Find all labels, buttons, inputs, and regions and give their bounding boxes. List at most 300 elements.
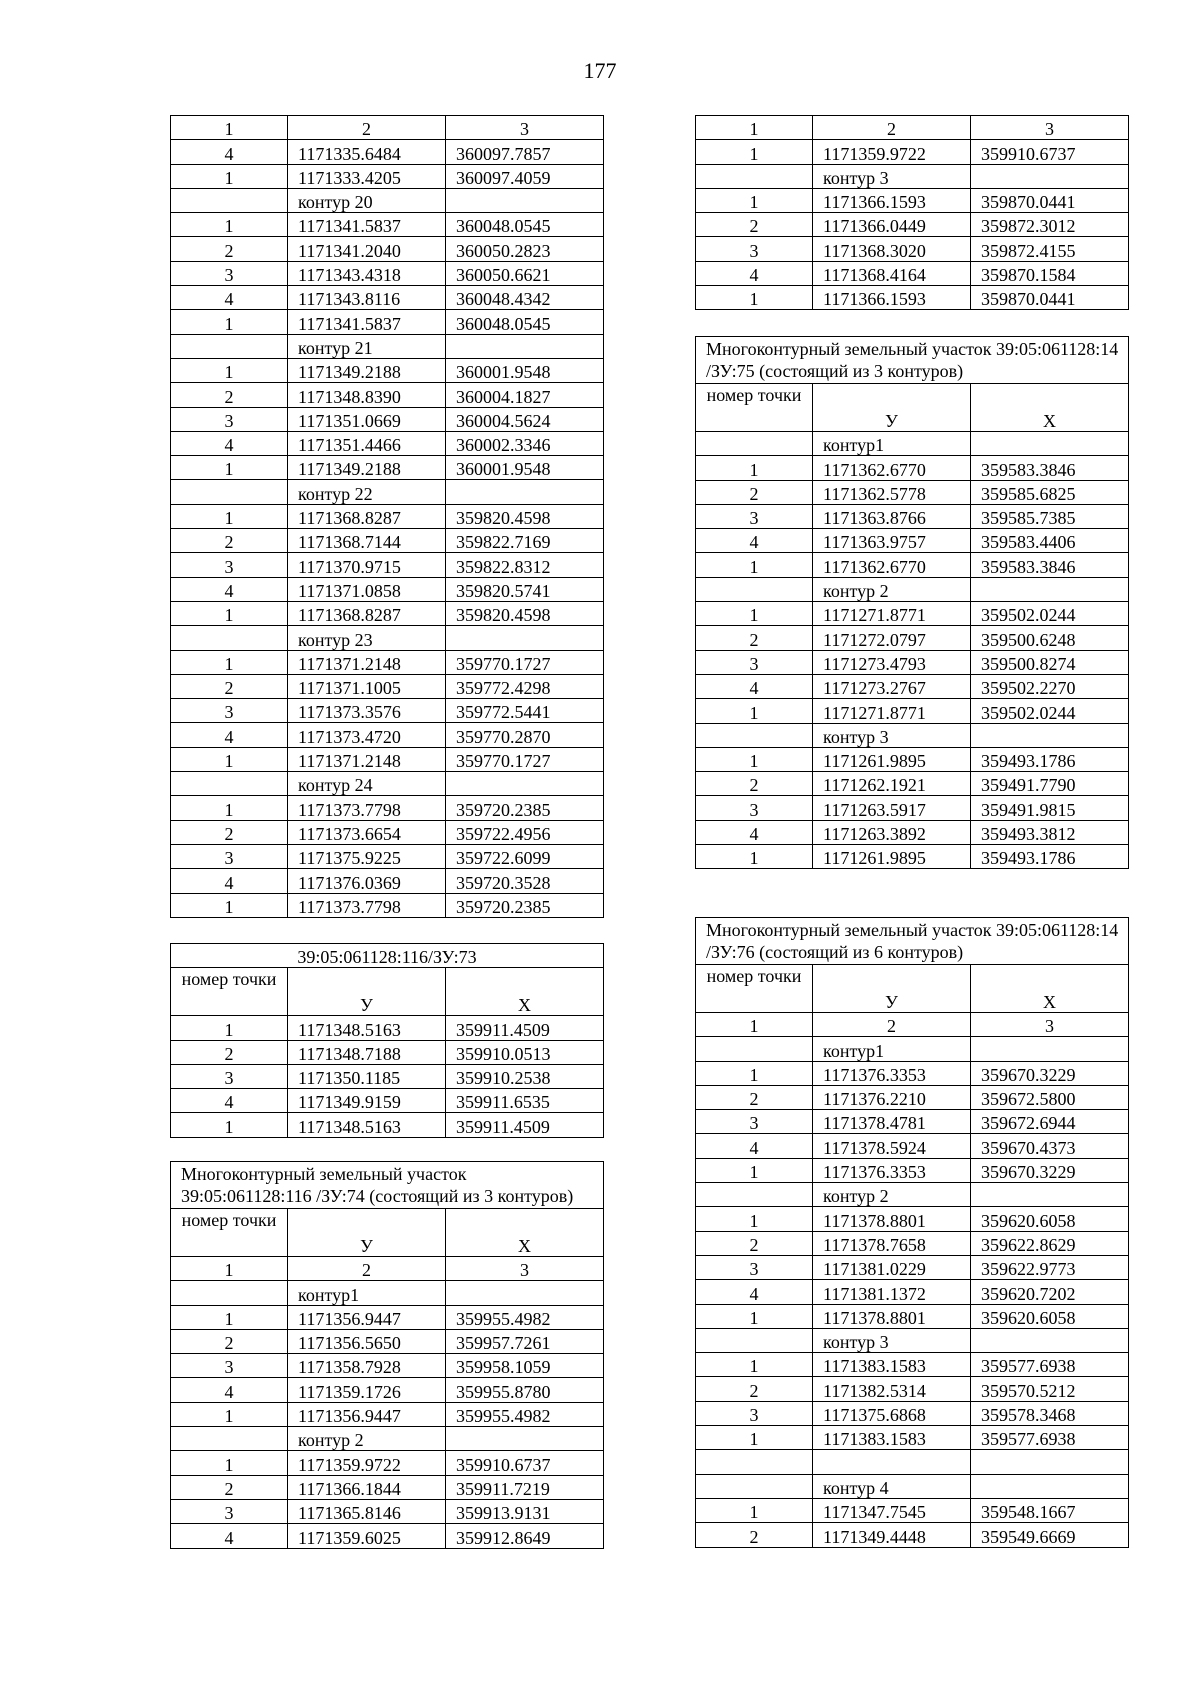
x-coordinate-cell: 359500.8274 bbox=[971, 650, 1129, 674]
column-number-row bbox=[171, 116, 604, 140]
column-number-cell: 2 bbox=[288, 116, 446, 140]
y-coordinate-cell: 1171376.3353 bbox=[813, 1061, 971, 1085]
x-coordinate-cell: 359770.1727 bbox=[446, 650, 604, 674]
x-coordinate-cell bbox=[971, 164, 1129, 188]
coordinates-table-right-top bbox=[695, 115, 1129, 310]
y-coordinate-cell: 1171373.7798 bbox=[288, 796, 446, 820]
table-row bbox=[696, 553, 1129, 577]
point-number-cell bbox=[171, 1281, 288, 1305]
point-number-cell: 4 bbox=[696, 529, 813, 553]
table-row bbox=[696, 1085, 1129, 1109]
y-coordinate-cell: контур 4 bbox=[813, 1474, 971, 1498]
x-coordinate-cell: 359955.8780 bbox=[446, 1378, 604, 1402]
table-row bbox=[696, 845, 1129, 869]
table-row bbox=[696, 432, 1129, 456]
x-coordinate-cell bbox=[446, 188, 604, 212]
x-coordinate-cell: 359493.1786 bbox=[971, 747, 1129, 771]
x-coordinate-cell: 360048.0545 bbox=[446, 213, 604, 237]
column-number-cell: 3 bbox=[446, 1257, 604, 1281]
table-body bbox=[696, 337, 1129, 869]
point-number-cell: 1 bbox=[696, 456, 813, 480]
point-number-label: номер точки bbox=[171, 1209, 288, 1257]
x-coordinate-cell bbox=[971, 432, 1129, 456]
y-coordinate-cell: 1171368.7144 bbox=[288, 529, 446, 553]
y-coordinate-cell: 1171378.4781 bbox=[813, 1110, 971, 1134]
y-label: У bbox=[288, 968, 446, 1016]
x-coordinate-cell: 360048.4342 bbox=[446, 286, 604, 310]
x-coordinate-cell: 359583.3846 bbox=[971, 456, 1129, 480]
table-row bbox=[696, 164, 1129, 188]
y-coordinate-cell: 1171365.8146 bbox=[288, 1499, 446, 1523]
y-coordinate-cell: 1171362.6770 bbox=[813, 456, 971, 480]
table-row bbox=[171, 820, 604, 844]
y-coordinate-cell: 1171261.9895 bbox=[813, 845, 971, 869]
x-coordinate-cell: 360097.7857 bbox=[446, 140, 604, 164]
x-coordinate-cell: 359585.7385 bbox=[971, 504, 1129, 528]
x-coordinate-cell bbox=[971, 577, 1129, 601]
table-row bbox=[171, 723, 604, 747]
x-coordinate-cell bbox=[446, 772, 604, 796]
table-row bbox=[171, 869, 604, 893]
x-coordinate-cell: 359955.4982 bbox=[446, 1402, 604, 1426]
y-coordinate-cell: 1171371.2148 bbox=[288, 650, 446, 674]
table-row bbox=[171, 626, 604, 650]
point-number-cell: 4 bbox=[696, 674, 813, 698]
table-body bbox=[171, 1162, 604, 1549]
point-number-cell: 2 bbox=[696, 480, 813, 504]
table-row bbox=[171, 1305, 604, 1329]
x-coordinate-cell: 359620.7202 bbox=[971, 1280, 1129, 1304]
x-coordinate-cell: 359720.2385 bbox=[446, 893, 604, 917]
table-row bbox=[171, 480, 604, 504]
y-coordinate-cell: контур1 bbox=[288, 1281, 446, 1305]
table-row bbox=[171, 213, 604, 237]
x-coordinate-cell: 359822.8312 bbox=[446, 553, 604, 577]
table-row bbox=[696, 723, 1129, 747]
table-row bbox=[171, 674, 604, 698]
x-coordinate-cell: 359502.2270 bbox=[971, 674, 1129, 698]
y-coordinate-cell: 1171368.8287 bbox=[288, 504, 446, 528]
x-coordinate-cell bbox=[446, 1427, 604, 1451]
table-row bbox=[171, 1402, 604, 1426]
y-coordinate-cell: 1171370.9715 bbox=[288, 553, 446, 577]
y-coordinate-cell bbox=[813, 1450, 971, 1474]
x-coordinate-cell: 359578.3468 bbox=[971, 1401, 1129, 1425]
x-coordinate-cell bbox=[971, 1450, 1129, 1474]
y-coordinate-cell: 1171349.2188 bbox=[288, 456, 446, 480]
y-coordinate-cell: 1171363.9757 bbox=[813, 529, 971, 553]
x-label: Х bbox=[446, 968, 604, 1016]
table-row bbox=[696, 140, 1129, 164]
page-number: 177 bbox=[583, 58, 617, 83]
y-coordinate-cell: 1171271.8771 bbox=[813, 699, 971, 723]
x-coordinate-cell: 360001.9548 bbox=[446, 456, 604, 480]
y-coordinate-cell: контур 23 bbox=[288, 626, 446, 650]
x-coordinate-cell: 359549.6669 bbox=[971, 1523, 1129, 1547]
table-row bbox=[171, 1524, 604, 1548]
point-number-cell: 3 bbox=[171, 407, 288, 431]
point-number-cell bbox=[696, 1183, 813, 1207]
y-coordinate-cell: 1171348.8390 bbox=[288, 383, 446, 407]
point-number-cell: 1 bbox=[696, 1353, 813, 1377]
y-coordinate-cell: 1171341.5837 bbox=[288, 213, 446, 237]
table-row bbox=[171, 431, 604, 455]
point-number-cell: 3 bbox=[171, 699, 288, 723]
x-coordinate-cell: 359491.7790 bbox=[971, 772, 1129, 796]
x-coordinate-cell bbox=[446, 1281, 604, 1305]
point-number-cell: 1 bbox=[171, 1402, 288, 1426]
table-row bbox=[696, 480, 1129, 504]
y-coordinate-cell: 1171335.6484 bbox=[288, 140, 446, 164]
caption-row bbox=[171, 1162, 604, 1209]
y-coordinate-cell: 1171263.5917 bbox=[813, 796, 971, 820]
point-number-cell: 1 bbox=[696, 602, 813, 626]
table-title: 39:05:061128:116/ЗУ:73 bbox=[171, 944, 604, 968]
point-number-cell: 1 bbox=[696, 140, 813, 164]
point-number-cell: 3 bbox=[696, 1110, 813, 1134]
table-body bbox=[171, 116, 604, 918]
point-number-cell: 1 bbox=[171, 164, 288, 188]
y-coordinate-cell: контур 2 bbox=[813, 577, 971, 601]
y-coordinate-cell: 1171359.1726 bbox=[288, 1378, 446, 1402]
y-coordinate-cell: 1171349.9159 bbox=[288, 1089, 446, 1113]
column-number-cell: 3 bbox=[446, 116, 604, 140]
x-coordinate-cell: 359583.4406 bbox=[971, 529, 1129, 553]
table-row bbox=[696, 286, 1129, 310]
point-number-cell: 1 bbox=[171, 310, 288, 334]
y-coordinate-cell: 1171375.9225 bbox=[288, 844, 446, 868]
y-coordinate-cell: контур 22 bbox=[288, 480, 446, 504]
x-coordinate-cell: 359493.1786 bbox=[971, 845, 1129, 869]
x-coordinate-cell: 359910.0513 bbox=[446, 1040, 604, 1064]
y-coordinate-cell: 1171362.5778 bbox=[813, 480, 971, 504]
y-coordinate-cell: контур 3 bbox=[813, 164, 971, 188]
point-number-cell bbox=[696, 432, 813, 456]
table-row bbox=[696, 456, 1129, 480]
table-row bbox=[171, 456, 604, 480]
column-number-cell: 2 bbox=[813, 116, 971, 140]
x-coordinate-cell bbox=[971, 1037, 1129, 1061]
y-coordinate-cell: 1171371.1005 bbox=[288, 674, 446, 698]
point-number-cell: 1 bbox=[696, 1207, 813, 1231]
x-coordinate-cell bbox=[971, 723, 1129, 747]
x-coordinate-cell: 359577.6938 bbox=[971, 1426, 1129, 1450]
table-row bbox=[696, 1134, 1129, 1158]
x-coordinate-cell: 359910.2538 bbox=[446, 1064, 604, 1088]
table-row bbox=[696, 699, 1129, 723]
y-coordinate-cell: 1171373.3576 bbox=[288, 699, 446, 723]
point-number-cell bbox=[696, 1037, 813, 1061]
column-number-cell: 1 bbox=[171, 116, 288, 140]
point-number-cell: 3 bbox=[171, 844, 288, 868]
x-coordinate-cell bbox=[971, 1183, 1129, 1207]
x-coordinate-cell: 359913.9131 bbox=[446, 1499, 604, 1523]
table-body bbox=[696, 918, 1129, 1548]
point-number-cell: 3 bbox=[696, 237, 813, 261]
point-number-cell: 3 bbox=[696, 1401, 813, 1425]
point-number-cell: 1 bbox=[171, 1451, 288, 1475]
point-number-cell: 1 bbox=[696, 553, 813, 577]
x-coordinate-cell: 359672.5800 bbox=[971, 1085, 1129, 1109]
y-coordinate-cell: 1171358.7928 bbox=[288, 1354, 446, 1378]
coordinates-table-left-top bbox=[170, 115, 604, 918]
x-coordinate-cell: 359500.6248 bbox=[971, 626, 1129, 650]
point-number-cell: 4 bbox=[171, 577, 288, 601]
coordinates-table-zu76 bbox=[695, 917, 1129, 1548]
x-coordinate-cell: 359912.8649 bbox=[446, 1524, 604, 1548]
table-row bbox=[696, 1255, 1129, 1279]
x-coordinate-cell: 359911.4509 bbox=[446, 1113, 604, 1137]
x-label: Х bbox=[971, 384, 1129, 432]
point-number-cell: 1 bbox=[171, 601, 288, 625]
table-row bbox=[696, 188, 1129, 212]
y-coordinate-cell: 1171356.9447 bbox=[288, 1402, 446, 1426]
table-row bbox=[696, 796, 1129, 820]
point-number-cell: 4 bbox=[171, 723, 288, 747]
y-coordinate-cell: контур 3 bbox=[813, 1328, 971, 1352]
x-coordinate-cell: 359910.6737 bbox=[446, 1451, 604, 1475]
y-coordinate-cell: 1171378.8801 bbox=[813, 1304, 971, 1328]
y-coordinate-cell: 1171376.2210 bbox=[813, 1085, 971, 1109]
x-coordinate-cell: 360002.3346 bbox=[446, 431, 604, 455]
table-row bbox=[696, 820, 1129, 844]
x-coordinate-cell: 360004.5624 bbox=[446, 407, 604, 431]
table-row bbox=[171, 407, 604, 431]
table-row bbox=[696, 1377, 1129, 1401]
point-number-cell: 1 bbox=[696, 1158, 813, 1182]
point-number-cell bbox=[171, 1427, 288, 1451]
point-number-cell: 1 bbox=[696, 747, 813, 771]
table-row bbox=[171, 1499, 604, 1523]
table-row bbox=[171, 529, 604, 553]
point-number-cell bbox=[171, 334, 288, 358]
table-row bbox=[171, 699, 604, 723]
table-row bbox=[171, 188, 604, 212]
point-number-cell: 2 bbox=[696, 213, 813, 237]
y-label: У bbox=[813, 965, 971, 1013]
table-body bbox=[171, 944, 604, 1138]
point-number-cell: 3 bbox=[696, 1255, 813, 1279]
y-coordinate-cell: 1171343.4318 bbox=[288, 261, 446, 285]
point-number-cell: 2 bbox=[171, 674, 288, 698]
table-row bbox=[171, 1281, 604, 1305]
y-coordinate-cell: контур 24 bbox=[288, 772, 446, 796]
y-coordinate-cell: 1171382.5314 bbox=[813, 1377, 971, 1401]
point-number-cell bbox=[171, 480, 288, 504]
table-row bbox=[171, 261, 604, 285]
point-number-cell: 2 bbox=[171, 383, 288, 407]
coordinates-table-zu73 bbox=[170, 943, 604, 1138]
x-coordinate-cell: 359820.4598 bbox=[446, 504, 604, 528]
x-coordinate-cell: 360004.1827 bbox=[446, 383, 604, 407]
y-coordinate-cell: 1171376.0369 bbox=[288, 869, 446, 893]
point-number-cell: 1 bbox=[171, 456, 288, 480]
point-number-cell: 2 bbox=[696, 1085, 813, 1109]
table-row bbox=[696, 1498, 1129, 1522]
y-coordinate-cell: 1171378.8801 bbox=[813, 1207, 971, 1231]
y-coordinate-cell: 1171375.6868 bbox=[813, 1401, 971, 1425]
x-coordinate-cell: 359622.8629 bbox=[971, 1231, 1129, 1255]
y-coordinate-cell: 1171359.9722 bbox=[288, 1451, 446, 1475]
y-coordinate-cell: 1171376.3353 bbox=[813, 1158, 971, 1182]
y-coordinate-cell: контур 2 bbox=[813, 1183, 971, 1207]
table-row bbox=[171, 1064, 604, 1088]
y-coordinate-cell: 1171351.0669 bbox=[288, 407, 446, 431]
x-coordinate-cell bbox=[971, 1328, 1129, 1352]
x-coordinate-cell: 359502.0244 bbox=[971, 602, 1129, 626]
point-number-cell: 1 bbox=[696, 845, 813, 869]
point-number-cell: 4 bbox=[171, 140, 288, 164]
table-row bbox=[171, 1329, 604, 1353]
caption-row bbox=[696, 918, 1129, 965]
y-coordinate-cell: 1171347.7545 bbox=[813, 1498, 971, 1522]
y-coordinate-cell: 1171378.7658 bbox=[813, 1231, 971, 1255]
table-row bbox=[171, 601, 604, 625]
table-row bbox=[171, 286, 604, 310]
table-row bbox=[171, 140, 604, 164]
table-row bbox=[171, 844, 604, 868]
y-coordinate-cell: контур 20 bbox=[288, 188, 446, 212]
table-row bbox=[696, 1426, 1129, 1450]
y-coordinate-cell: 1171343.8116 bbox=[288, 286, 446, 310]
table-row bbox=[696, 1450, 1129, 1474]
column-number-cell: 2 bbox=[288, 1257, 446, 1281]
column-number-row bbox=[696, 116, 1129, 140]
y-coordinate-cell: 1171359.9722 bbox=[813, 140, 971, 164]
column-number-cell: 1 bbox=[696, 1013, 813, 1037]
table-row bbox=[696, 1183, 1129, 1207]
x-coordinate-cell: 359955.4982 bbox=[446, 1305, 604, 1329]
x-coordinate-cell: 359911.7219 bbox=[446, 1475, 604, 1499]
table-row bbox=[696, 1523, 1129, 1547]
point-number-label: номер точки bbox=[171, 968, 288, 1016]
x-coordinate-cell: 359620.6058 bbox=[971, 1207, 1129, 1231]
y-coordinate-cell: 1171366.0449 bbox=[813, 213, 971, 237]
table-row bbox=[696, 1474, 1129, 1498]
x-coordinate-cell: 360050.2823 bbox=[446, 237, 604, 261]
y-coordinate-cell: 1171348.5163 bbox=[288, 1113, 446, 1137]
point-number-cell: 1 bbox=[696, 286, 813, 310]
y-coordinate-cell: 1171261.9895 bbox=[813, 747, 971, 771]
point-number-cell bbox=[171, 626, 288, 650]
table-row bbox=[696, 772, 1129, 796]
point-number-cell bbox=[696, 1450, 813, 1474]
y-coordinate-cell: 1171349.2188 bbox=[288, 358, 446, 382]
column-label-row bbox=[696, 965, 1129, 1013]
point-number-cell bbox=[696, 164, 813, 188]
x-coordinate-cell: 359720.2385 bbox=[446, 796, 604, 820]
table-row bbox=[696, 1304, 1129, 1328]
table-row bbox=[171, 1016, 604, 1040]
table-row bbox=[696, 1158, 1129, 1182]
y-coordinate-cell: 1171341.5837 bbox=[288, 310, 446, 334]
x-coordinate-cell: 359577.6938 bbox=[971, 1353, 1129, 1377]
table-caption: Многоконтурный земельный участок 39:05:061128:14 /ЗУ:76 (состоящий из 6 контуров) bbox=[696, 918, 1129, 965]
x-coordinate-cell: 359585.6825 bbox=[971, 480, 1129, 504]
point-number-cell: 4 bbox=[171, 286, 288, 310]
point-number-cell: 2 bbox=[696, 772, 813, 796]
column-number-cell: 3 bbox=[971, 116, 1129, 140]
x-coordinate-cell: 359872.3012 bbox=[971, 213, 1129, 237]
x-label: Х bbox=[446, 1209, 604, 1257]
x-coordinate-cell: 359870.1584 bbox=[971, 261, 1129, 285]
point-number-cell: 1 bbox=[696, 1498, 813, 1522]
point-number-label: номер точки bbox=[696, 965, 813, 1013]
y-coordinate-cell: 1171341.2040 bbox=[288, 237, 446, 261]
y-coordinate-cell: 1171381.0229 bbox=[813, 1255, 971, 1279]
x-coordinate-cell: 360048.0545 bbox=[446, 310, 604, 334]
y-coordinate-cell: контур1 bbox=[813, 1037, 971, 1061]
coordinates-table-zu75 bbox=[695, 336, 1129, 869]
x-coordinate-cell: 359820.4598 bbox=[446, 601, 604, 625]
x-coordinate-cell: 359770.1727 bbox=[446, 747, 604, 771]
column-label-row bbox=[696, 384, 1129, 432]
table-row bbox=[171, 358, 604, 382]
y-coordinate-cell: 1171272.0797 bbox=[813, 626, 971, 650]
table-row bbox=[171, 650, 604, 674]
y-coordinate-cell: 1171356.5650 bbox=[288, 1329, 446, 1353]
y-coordinate-cell: 1171368.3020 bbox=[813, 237, 971, 261]
table-row bbox=[696, 674, 1129, 698]
point-number-cell: 3 bbox=[696, 650, 813, 674]
point-number-cell: 3 bbox=[171, 1499, 288, 1523]
point-number-cell: 4 bbox=[171, 431, 288, 455]
table-row bbox=[696, 602, 1129, 626]
x-coordinate-cell: 359820.5741 bbox=[446, 577, 604, 601]
table-row bbox=[696, 213, 1129, 237]
table-row bbox=[171, 772, 604, 796]
y-coordinate-cell: 1171348.5163 bbox=[288, 1016, 446, 1040]
y-coordinate-cell: 1171381.1372 bbox=[813, 1280, 971, 1304]
table-row bbox=[696, 261, 1129, 285]
table-row bbox=[696, 626, 1129, 650]
x-coordinate-cell: 359910.6737 bbox=[971, 140, 1129, 164]
table-row bbox=[171, 1089, 604, 1113]
y-coordinate-cell: 1171366.1593 bbox=[813, 286, 971, 310]
x-coordinate-cell: 359822.7169 bbox=[446, 529, 604, 553]
table-caption: Многоконтурный земельный участок 39:05:061128:14 /ЗУ:75 (состоящий из 3 контуров) bbox=[696, 337, 1129, 384]
y-coordinate-cell: 1171333.4205 bbox=[288, 164, 446, 188]
point-number-cell: 4 bbox=[171, 1524, 288, 1548]
x-coordinate-cell: 359622.9773 bbox=[971, 1255, 1129, 1279]
x-coordinate-cell: 359583.3846 bbox=[971, 553, 1129, 577]
table-row bbox=[696, 1207, 1129, 1231]
y-coordinate-cell: 1171356.9447 bbox=[288, 1305, 446, 1329]
x-coordinate-cell: 359772.5441 bbox=[446, 699, 604, 723]
x-coordinate-cell: 359722.6099 bbox=[446, 844, 604, 868]
table-row bbox=[171, 164, 604, 188]
point-number-cell: 2 bbox=[171, 1475, 288, 1499]
y-label: У bbox=[813, 384, 971, 432]
y-coordinate-cell: контур 2 bbox=[288, 1427, 446, 1451]
y-label: У bbox=[288, 1209, 446, 1257]
x-coordinate-cell: 359720.3528 bbox=[446, 869, 604, 893]
point-number-cell: 1 bbox=[696, 1061, 813, 1085]
x-coordinate-cell: 359770.2870 bbox=[446, 723, 604, 747]
y-coordinate-cell: 1171362.6770 bbox=[813, 553, 971, 577]
table-row bbox=[696, 747, 1129, 771]
table-caption: Многоконтурный земельный участок 39:05:061128:116 /ЗУ:74 (состоящий из 3 контуров) bbox=[171, 1162, 604, 1209]
y-coordinate-cell: 1171351.4466 bbox=[288, 431, 446, 455]
table-row bbox=[171, 1427, 604, 1451]
point-number-cell: 4 bbox=[696, 1134, 813, 1158]
point-number-cell: 1 bbox=[171, 747, 288, 771]
y-coordinate-cell: 1171373.4720 bbox=[288, 723, 446, 747]
x-coordinate-cell: 359672.6944 bbox=[971, 1110, 1129, 1134]
x-coordinate-cell: 359872.4155 bbox=[971, 237, 1129, 261]
y-coordinate-cell: 1171368.4164 bbox=[813, 261, 971, 285]
table-row bbox=[171, 1354, 604, 1378]
